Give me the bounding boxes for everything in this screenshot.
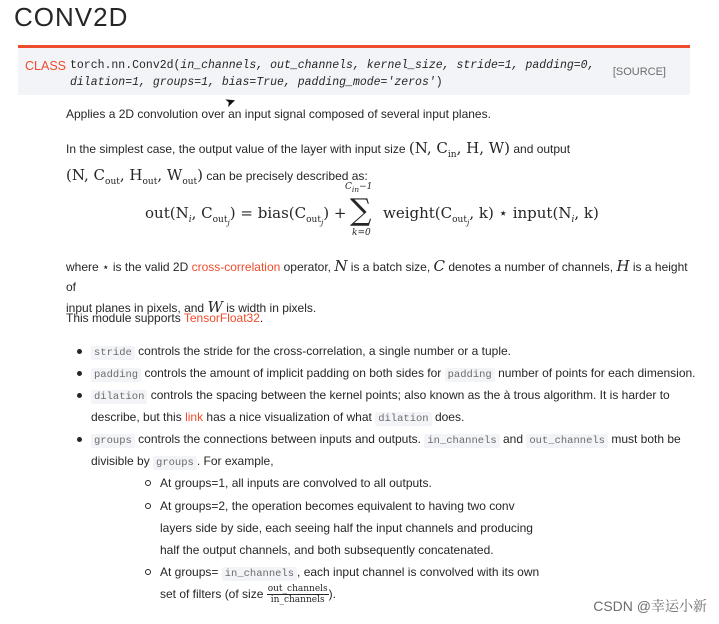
bullet-dot xyxy=(77,371,82,376)
groups-in-channels-item: At groups= in_channels , each input channel is convolved with its own xyxy=(160,565,540,580)
signature-name: torch.nn.Conv2d( xyxy=(70,59,181,72)
groups-code: groups xyxy=(91,434,135,448)
padding-item: padding controls the amount of implicit padding on both sides for padding number of points for each dimension. xyxy=(91,363,696,385)
sub-bullet-circle xyxy=(145,503,151,509)
signature-close: ) xyxy=(435,76,443,89)
formula-rhs: $weight(C_{out_j}$, k) ⋆ $input(N_i$, k) xyxy=(383,204,599,227)
mouse-cursor-icon: ➤ xyxy=(222,92,238,111)
intro-text: Applies a 2D convolution over an input signal composed of several input planes. xyxy=(66,107,491,121)
source-link[interactable]: [SOURCE] xyxy=(612,66,666,78)
simplest-text-3: can be precisely described as: xyxy=(203,169,368,183)
input-size-math: (N, $C_{in}$, H, W) xyxy=(408,139,511,160)
formula-lhs: $out(N_i$, $C_{out_j}$) = $bias(C_{out_j})$ + xyxy=(145,204,347,227)
groups-in-channels-item-line2: set of filters (of size $\frac{\text{out\_channels}}{\text{in\_channels}}$ ). xyxy=(160,584,336,606)
groups-2-item-line3: half the output channels, and both subsequently concatenated. xyxy=(160,543,494,557)
groups-item-line2: divisible by groups . For example, xyxy=(91,454,274,469)
signature-params-2: dilation=1, groups=1, bias=True, padding_mode='zeros' xyxy=(70,76,436,89)
groups-2-item-line2: layers side by side, each seeing half the input channels and producing xyxy=(160,521,533,535)
sum-upper-limit: $C_{in}-1$ xyxy=(345,182,373,194)
sum-symbol: ∑ xyxy=(350,193,372,228)
simplest-text-2: and output xyxy=(510,142,571,156)
groups-2-item: At groups=2, the operation becomes equivalent to having two conv xyxy=(160,499,515,513)
sub-bullet-circle xyxy=(145,480,151,486)
tensorfloat32-link[interactable]: TensorFloat32 xyxy=(183,311,260,325)
signature-params-1: in_channels, out_channels, kernel_size, stride=1, padding=0, xyxy=(180,59,595,72)
sum-lower-limit: k=0 xyxy=(352,228,371,238)
signature-code xyxy=(70,57,600,91)
class-signature xyxy=(18,45,690,95)
simplest-text-1: In the simplest case, the output value of the layer with input size xyxy=(66,142,409,156)
output-size-math: (N, $C_{out}$, $H_{out}$, $W_{out}$) xyxy=(66,166,204,187)
bullet-dot xyxy=(77,437,82,442)
dilation-item-line2: describe, but this link has a nice visualization of what dilation does. xyxy=(91,410,465,425)
stride-item: stride controls the stride for the cross-correlation, a single number or a tuple. xyxy=(91,341,511,363)
class-label: CLASS xyxy=(25,59,66,73)
sub-bullet-circle xyxy=(145,569,151,575)
groups-1-item: At groups=1, all inputs are convolved to all outputs. xyxy=(160,476,432,490)
filter-size-fraction: $\frac{\text{out\_channels}}{\text{in\_channels}}$ xyxy=(267,584,328,606)
star-symbol: ⋆ xyxy=(102,260,110,274)
simplest-case-text xyxy=(66,138,686,192)
bullet-dot xyxy=(77,349,82,354)
where-text: where ⋆ is the valid 2D cross-correlation operator, N is a batch size, C denotes a number of channels, H is a height of input planes in pixels, and W is width in pixels. xyxy=(66,257,688,316)
dilation-code: dilation xyxy=(91,390,147,404)
page-title: CONV2D xyxy=(14,2,129,32)
cross-correlation-link[interactable]: cross-correlation xyxy=(191,260,281,274)
dilation-visualization-link[interactable]: link xyxy=(185,410,204,424)
padding-code: padding xyxy=(91,368,141,382)
dilation-item: dilation controls the spacing between the kernel points; also known as the à trous algorithm. It is harder to xyxy=(91,385,670,407)
watermark: CSDN @幸运小新 xyxy=(593,598,707,614)
conv-formula xyxy=(145,182,605,242)
groups-item: groups controls the connections between inputs and outputs. in_channels and out_channels must both be xyxy=(91,429,681,451)
stride-code: stride xyxy=(91,346,135,360)
module-support-text: This module supports TensorFloat32. xyxy=(66,311,264,325)
bullet-dot xyxy=(77,393,82,398)
